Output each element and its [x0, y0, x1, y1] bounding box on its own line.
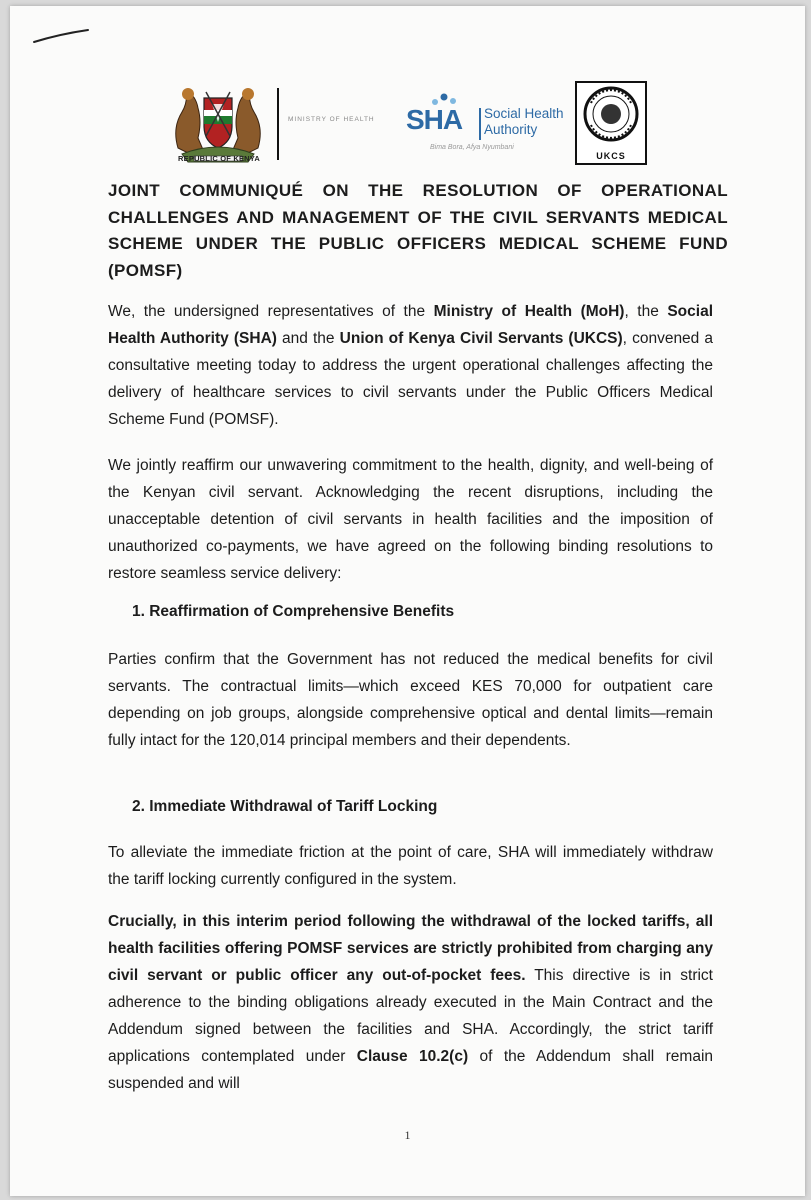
intro-text-2: , the: [624, 303, 668, 320]
intro-paragraph: [108, 298, 713, 433]
clause-reference: Clause 10.2(c): [356, 1048, 469, 1065]
sha-full-name: [484, 106, 564, 138]
intro-moh: Ministry of Health (MoH): [433, 303, 625, 320]
document-page: [10, 6, 805, 1196]
intro-text-1: We, the undersigned representatives of the: [108, 303, 434, 320]
section-1-heading: 1. Reaffirmation of Comprehensive Benefits: [132, 603, 455, 620]
sha-logo-divider: [479, 108, 481, 140]
ukcs-caption: UKCS: [596, 151, 626, 161]
intro-sha: Social Health Authority (SHA): [108, 303, 714, 347]
page-number: 1: [404, 1128, 411, 1142]
document-title: JOINT COMMUNIQUÉ ON THE RESOLUTION OF OPERATIONAL CHALLENGES AND MANAGEMENT OF THE CIVIL SERVANTS MEDICAL SCHEME UNDER THE PUBLIC OFFICERS MEDICAL SCHEME FUND (POMSF): [108, 181, 728, 280]
intro-text-3: and the: [276, 330, 340, 347]
intro-ukcs: Union of Kenya Civil Servants (UKCS): [339, 330, 623, 347]
section-1-body: Parties confirm that the Government has not reduced the medical benefits for civil servants. The contractual limits—which exceed KES 70,000 for outpatient care depending on job groups, alongside comprehensive optical and dental limits—remain fully intact for the 120,014 principal members and their dependents.: [108, 651, 713, 749]
section-2-directive: Crucially, in this interim period following the withdrawal of the locked tariffs, all health facilities offering POMSF services are strictly prohibited from charging any civil servant or public officer any out-of-pocket fees.: [108, 913, 713, 984]
sha-logo-text: SHA: [406, 104, 463, 135]
ukcs-logo: [575, 81, 647, 165]
section-2-body-2: [108, 908, 713, 1097]
ukcs-seal-icon: [577, 83, 645, 145]
letterhead-divider: [277, 88, 279, 160]
section-2-text-1: This directive is in strict adherence to the binding obligations already executed in the Main Contract and the Addendum signed between the facilities and SHA. Accordingly, the strict tariff applications contemplated under: [108, 967, 713, 1065]
letterhead: [10, 78, 805, 178]
sha-tagline: Bima Bora, Afya Nyumbani: [430, 144, 514, 151]
sha-name-line2: Authority: [484, 122, 538, 137]
coat-of-arms-caption: REPUBLIC OF KENYA: [178, 154, 260, 163]
reaffirm-paragraph: We jointly reaffirm our unwavering commitment to the health, dignity, and well-being of the Kenyan civil servant. Acknowledging the recent disruptions, including the unacceptable detention of civil servants in health facilities and the imposition of unauthorized co-payments, we have agreed on the following binding resolutions to restore seamless service delivery:: [108, 457, 713, 582]
sha-name-line1: Social Health: [484, 106, 564, 121]
section-2-heading: 2. Immediate Withdrawal of Tariff Locking: [132, 798, 438, 815]
intro-text-4: , convened a consultative meeting today to address the urgent operational challenges affecting the delivery of healthcare services to civil servants under the Public Officers Medical Scheme Fund (POMSF).: [108, 330, 714, 428]
section-2-body-1: To alleviate the immediate friction at the point of care, SHA will immediately withdraw the tariff locking currently configured in the system.: [108, 844, 713, 888]
section-2-text-2: of the Addendum shall remain suspended and will: [108, 1048, 714, 1092]
pen-mark: [32, 26, 92, 46]
ministry-name: MINISTRY OF HEALTH: [288, 116, 375, 123]
